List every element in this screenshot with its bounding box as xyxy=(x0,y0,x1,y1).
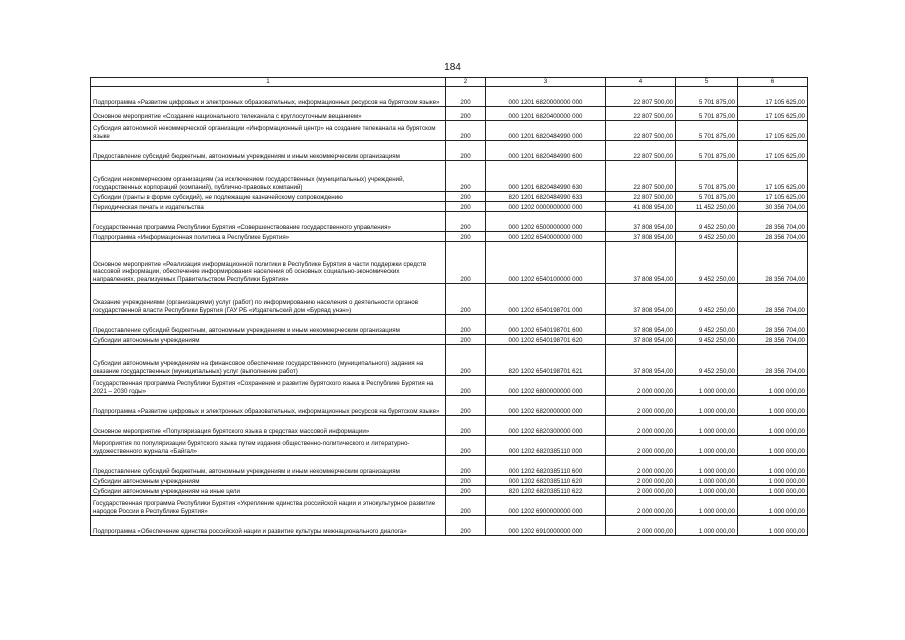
row-code-cell: 200 xyxy=(446,315,486,335)
row-name-cell: Субсидии автономным учреждениям на финансовое обеспечение государственного (муниципального) задания на оказание государственных (муниципальных) услуг (выполнение работ) xyxy=(91,345,446,376)
row-name-cell: Мероприятия по популяризации бурятского языка путем издания общественно-политического и литературно-художественного журнала «Байгал» xyxy=(91,436,446,456)
row-amount-regional-cell: 28 356 704,00 xyxy=(738,212,808,232)
table-body xyxy=(91,87,808,536)
row-amount-federal-cell: 5 701 875,00 xyxy=(676,121,738,141)
row-amount-regional-cell: 28 356 704,00 xyxy=(738,284,808,315)
row-amount-regional-cell: 1 000 000,00 xyxy=(738,486,808,496)
row-amount-federal-cell: 9 452 250,00 xyxy=(676,284,738,315)
table-row xyxy=(91,87,808,107)
row-amount-regional-cell: 1 000 000,00 xyxy=(738,496,808,516)
row-code-cell: 200 xyxy=(446,107,486,121)
row-code-cell: 200 xyxy=(446,456,486,476)
row-code-cell: 200 xyxy=(446,161,486,192)
row-amount-federal-cell: 1 000 000,00 xyxy=(676,476,738,486)
row-code-cell: 200 xyxy=(446,202,486,212)
row-classification-cell: 820 1202 6820385110 622 xyxy=(486,486,606,496)
row-amount-federal-cell: 5 701 875,00 xyxy=(676,107,738,121)
table-row xyxy=(91,212,808,232)
row-amount-regional-cell: 28 356 704,00 xyxy=(738,315,808,335)
row-name-cell: Подпрограмма «Обеспечение единства российской нации и развитие культуры межнационального диалога» xyxy=(91,516,446,536)
row-amount-federal-cell: 5 701 875,00 xyxy=(676,161,738,192)
row-name-cell: Субсидия автономной некоммерческой организации «Информационный центр» на создание телеканала на бурятском языке xyxy=(91,121,446,141)
column-header: 3 xyxy=(486,78,606,87)
row-amount-total-cell: 22 807 500,00 xyxy=(606,121,676,141)
table-header-row xyxy=(91,78,808,87)
row-amount-federal-cell: 5 701 875,00 xyxy=(676,87,738,107)
row-amount-total-cell: 37 808 954,00 xyxy=(606,345,676,376)
column-header: 2 xyxy=(446,78,486,87)
column-header: 5 xyxy=(676,78,738,87)
row-classification-cell: 000 1202 6910000000 000 xyxy=(486,516,606,536)
row-code-cell: 200 xyxy=(446,212,486,232)
row-code-cell: 200 xyxy=(446,436,486,456)
row-code-cell: 200 xyxy=(446,141,486,161)
row-classification-cell: 000 1202 6540198701 620 xyxy=(486,335,606,345)
column-header: 1 xyxy=(91,78,446,87)
table-row xyxy=(91,202,808,212)
row-name-cell: Субсидии некоммерческим организациям (за исключением государственных (муниципальных) учреждений, государственных корпораций (компаний), публично-правовых компаний) xyxy=(91,161,446,192)
row-amount-federal-cell: 5 701 875,00 xyxy=(676,141,738,161)
row-amount-total-cell: 2 000 000,00 xyxy=(606,396,676,416)
row-amount-regional-cell: 28 356 704,00 xyxy=(738,232,808,242)
table-row xyxy=(91,396,808,416)
row-amount-total-cell: 2 000 000,00 xyxy=(606,496,676,516)
row-classification-cell: 000 1202 0000000000 000 xyxy=(486,202,606,212)
row-amount-federal-cell: 1 000 000,00 xyxy=(676,456,738,476)
row-amount-regional-cell: 1 000 000,00 xyxy=(738,476,808,486)
table-row xyxy=(91,315,808,335)
row-amount-federal-cell: 9 452 250,00 xyxy=(676,212,738,232)
row-amount-total-cell: 37 808 954,00 xyxy=(606,284,676,315)
row-name-cell: Оказание учреждениями (организациями) услуг (работ) по информированию населения о деятельности органов государственной власти Республики Бурятия (ГАУ РБ «Издательский дом «Буряад унэн») xyxy=(91,284,446,315)
table-row xyxy=(91,345,808,376)
row-amount-federal-cell: 9 452 250,00 xyxy=(676,242,738,284)
table-row xyxy=(91,107,808,121)
row-name-cell: Субсидии автономным учреждениям xyxy=(91,476,446,486)
row-amount-total-cell: 41 808 954,00 xyxy=(606,202,676,212)
row-classification-cell: 000 1202 6500000000 000 xyxy=(486,212,606,232)
row-classification-cell: 000 1201 6820000000 000 xyxy=(486,87,606,107)
row-name-cell: Предоставление субсидий бюджетным, автономным учреждениям и иным некоммерческим организациям xyxy=(91,456,446,476)
row-amount-total-cell: 2 000 000,00 xyxy=(606,476,676,486)
row-amount-total-cell: 2 000 000,00 xyxy=(606,516,676,536)
row-code-cell: 200 xyxy=(446,192,486,202)
row-code-cell: 200 xyxy=(446,486,486,496)
table-row xyxy=(91,486,808,496)
row-amount-regional-cell: 17 105 625,00 xyxy=(738,87,808,107)
row-code-cell: 200 xyxy=(446,345,486,376)
row-amount-regional-cell: 17 105 625,00 xyxy=(738,121,808,141)
row-amount-federal-cell: 1 000 000,00 xyxy=(676,486,738,496)
row-code-cell: 200 xyxy=(446,496,486,516)
row-amount-total-cell: 22 807 500,00 xyxy=(606,107,676,121)
table-row xyxy=(91,516,808,536)
row-code-cell: 200 xyxy=(446,516,486,536)
row-classification-cell: 000 1202 6820385110 600 xyxy=(486,456,606,476)
row-amount-federal-cell: 1 000 000,00 xyxy=(676,516,738,536)
table-row xyxy=(91,436,808,456)
row-amount-total-cell: 2 000 000,00 xyxy=(606,376,676,396)
row-classification-cell: 000 1201 6820484990 600 xyxy=(486,141,606,161)
row-amount-total-cell: 22 807 500,00 xyxy=(606,87,676,107)
row-amount-regional-cell: 28 356 704,00 xyxy=(738,335,808,345)
table-row xyxy=(91,476,808,486)
row-amount-federal-cell: 1 000 000,00 xyxy=(676,436,738,456)
row-amount-federal-cell: 9 452 250,00 xyxy=(676,345,738,376)
row-code-cell: 200 xyxy=(446,232,486,242)
budget-table xyxy=(90,77,808,536)
row-amount-total-cell: 22 807 500,00 xyxy=(606,141,676,161)
row-amount-regional-cell: 1 000 000,00 xyxy=(738,376,808,396)
row-name-cell: Основное мероприятие «Создание национального телеканала с круглосуточным вещанием» xyxy=(91,107,446,121)
page-number: 184 xyxy=(444,62,461,73)
row-name-cell: Субсидии (гранты в форме субсидий), не подлежащие казначейскому сопровождению xyxy=(91,192,446,202)
row-amount-federal-cell: 1 000 000,00 xyxy=(676,376,738,396)
column-header: 6 xyxy=(738,78,808,87)
table-row xyxy=(91,335,808,345)
row-amount-regional-cell: 28 356 704,00 xyxy=(738,345,808,376)
row-classification-cell: 000 1202 6820300000 000 xyxy=(486,416,606,436)
row-amount-regional-cell: 17 105 625,00 xyxy=(738,161,808,192)
row-name-cell: Предоставление субсидий бюджетным, автономным учреждениям и иным некоммерческим организациям xyxy=(91,141,446,161)
row-amount-total-cell: 37 808 954,00 xyxy=(606,315,676,335)
table-row xyxy=(91,141,808,161)
row-classification-cell: 000 1201 6820400000 000 xyxy=(486,107,606,121)
row-amount-total-cell: 2 000 000,00 xyxy=(606,486,676,496)
row-code-cell: 200 xyxy=(446,121,486,141)
row-amount-federal-cell: 11 452 250,00 xyxy=(676,202,738,212)
row-name-cell: Подпрограмма «Развитие цифровых и электронных образовательных, информационных ресурсов на бурятском языке» xyxy=(91,87,446,107)
row-amount-federal-cell: 5 701 875,00 xyxy=(676,192,738,202)
row-amount-total-cell: 37 808 954,00 xyxy=(606,232,676,242)
table-row xyxy=(91,456,808,476)
row-amount-federal-cell: 1 000 000,00 xyxy=(676,396,738,416)
row-name-cell: Государственная программа Республики Бурятия «Совершенствование государственного управления» xyxy=(91,212,446,232)
table-row xyxy=(91,496,808,516)
row-amount-regional-cell: 1 000 000,00 xyxy=(738,416,808,436)
row-amount-total-cell: 2 000 000,00 xyxy=(606,456,676,476)
table-row xyxy=(91,192,808,202)
row-classification-cell: 000 1202 6900000000 000 xyxy=(486,496,606,516)
table-row xyxy=(91,242,808,284)
row-amount-total-cell: 22 807 500,00 xyxy=(606,192,676,202)
row-name-cell: Субсидии автономным учреждениям xyxy=(91,335,446,345)
row-classification-cell: 000 1202 6540100000 000 xyxy=(486,242,606,284)
row-amount-federal-cell: 9 452 250,00 xyxy=(676,232,738,242)
table-row xyxy=(91,232,808,242)
row-classification-cell: 000 1201 6820484990 000 xyxy=(486,121,606,141)
row-classification-cell: 000 1202 6540198701 600 xyxy=(486,315,606,335)
row-amount-regional-cell: 1 000 000,00 xyxy=(738,516,808,536)
table-row xyxy=(91,121,808,141)
row-amount-total-cell: 37 808 954,00 xyxy=(606,242,676,284)
table-row xyxy=(91,284,808,315)
table-row xyxy=(91,161,808,192)
row-amount-total-cell: 37 808 954,00 xyxy=(606,212,676,232)
column-header: 4 xyxy=(606,78,676,87)
row-classification-cell: 000 1202 6540000000 000 xyxy=(486,232,606,242)
row-classification-cell: 820 1201 6820484990 633 xyxy=(486,192,606,202)
row-code-cell: 200 xyxy=(446,476,486,486)
row-amount-federal-cell: 9 452 250,00 xyxy=(676,315,738,335)
row-classification-cell: 000 1202 6820000000 000 xyxy=(486,396,606,416)
row-classification-cell: 000 1201 6820484990 630 xyxy=(486,161,606,192)
row-classification-cell: 000 1202 6820385110 000 xyxy=(486,436,606,456)
row-amount-federal-cell: 9 452 250,00 xyxy=(676,335,738,345)
row-name-cell: Основное мероприятие «Популяризация бурятского языка в средствах массовой информации» xyxy=(91,416,446,436)
row-name-cell: Предоставление субсидий бюджетным, автономным учреждениям и иным некоммерческим организациям xyxy=(91,315,446,335)
row-code-cell: 200 xyxy=(446,376,486,396)
row-amount-total-cell: 37 808 954,00 xyxy=(606,335,676,345)
row-code-cell: 200 xyxy=(446,87,486,107)
row-code-cell: 200 xyxy=(446,335,486,345)
table-row xyxy=(91,416,808,436)
row-code-cell: 200 xyxy=(446,396,486,416)
row-classification-cell: 000 1202 6540198701 000 xyxy=(486,284,606,315)
row-amount-federal-cell: 1 000 000,00 xyxy=(676,416,738,436)
row-amount-regional-cell: 17 105 625,00 xyxy=(738,192,808,202)
row-code-cell: 200 xyxy=(446,284,486,315)
row-name-cell: Основное мероприятие «Реализация информационной политики в Республике Бурятия в части поддержки средств массовой информации, обеспечение информирования населения об основных социально-экономических направлениях, реализуемых Правительством Республики Бурятия» xyxy=(91,242,446,284)
row-amount-federal-cell: 1 000 000,00 xyxy=(676,496,738,516)
row-amount-regional-cell: 28 356 704,00 xyxy=(738,242,808,284)
row-code-cell: 200 xyxy=(446,242,486,284)
row-amount-total-cell: 22 807 500,00 xyxy=(606,161,676,192)
row-amount-regional-cell: 17 105 625,00 xyxy=(738,107,808,121)
row-classification-cell: 000 1202 6800000000 000 xyxy=(486,376,606,396)
row-name-cell: Государственная программа Республики Бурятия «Сохранение и развитие бурятского языка в Республике Бурятия на 2021 – 2030 годы» xyxy=(91,376,446,396)
row-name-cell: Субсидии автономным учреждениям на иные цели xyxy=(91,486,446,496)
row-classification-cell: 000 1202 6820385110 620 xyxy=(486,476,606,486)
row-amount-regional-cell: 1 000 000,00 xyxy=(738,456,808,476)
row-amount-total-cell: 2 000 000,00 xyxy=(606,416,676,436)
row-amount-total-cell: 2 000 000,00 xyxy=(606,436,676,456)
row-classification-cell: 820 1202 6540198701 621 xyxy=(486,345,606,376)
row-code-cell: 200 xyxy=(446,416,486,436)
row-amount-regional-cell: 30 356 704,00 xyxy=(738,202,808,212)
row-name-cell: Подпрограмма «Информационная политика в Республике Бурятия» xyxy=(91,232,446,242)
row-name-cell: Подпрограмма «Развитие цифровых и электронных образовательных, информационных ресурсов на бурятском языке» xyxy=(91,396,446,416)
row-amount-regional-cell: 1 000 000,00 xyxy=(738,396,808,416)
row-amount-regional-cell: 17 105 625,00 xyxy=(738,141,808,161)
row-name-cell: Периодическая печать и издательства xyxy=(91,202,446,212)
row-name-cell: Государственная программа Республики Бурятия «Укрепление единства российской нации и этнокультурное развитие народов России в Республике Бурятия» xyxy=(91,496,446,516)
table-row xyxy=(91,376,808,396)
row-amount-regional-cell: 1 000 000,00 xyxy=(738,436,808,456)
